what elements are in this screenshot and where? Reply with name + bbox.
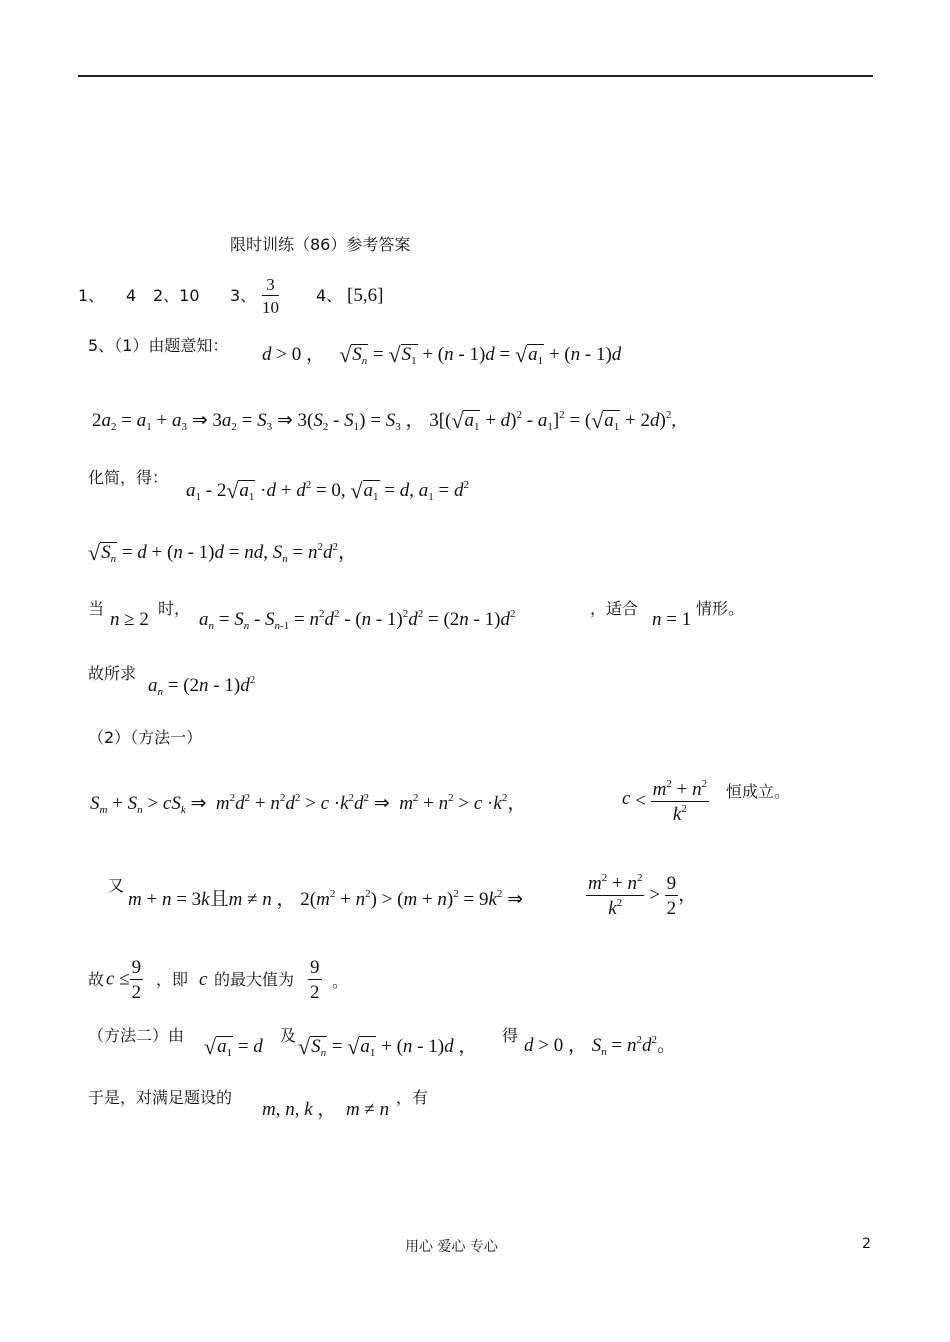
text-get: 得 [502,1026,519,1045]
formula-c-bound: c < $\frac{m^2 + n^2}{k^2}$ [622,778,708,825]
text-always: 恒成立。 [726,782,791,801]
method2-intro: （方法二）由 [88,1026,185,1045]
text-simplify: 化简，得： [88,468,169,487]
text-time: 时， [158,599,191,618]
text-so-c: 故 [88,970,105,989]
condition-n-eq-1: n = 1 [652,609,692,630]
text-and: 及 [280,1026,297,1045]
text-period: 。 [332,972,349,991]
formula-line-1: d > 0 ， $√S_n = √S_1 + (n - 1)d = √a_1 + (n - 1)d$ [262,342,622,367]
formula-line-7: m + n = 3k且m ≠ n ， $2(m^2 + n^2) > (m + n)^2 = 9k^2$ ⇒ [128,888,524,910]
q3-label: 3、 [230,286,257,305]
formula-ratio-bound: $\frac{m^2 + n^2}{k^2}$ > $\frac{9}{2}$ ， [588,872,698,919]
q1-answer: 4 [126,286,137,305]
formula-line-2: $2a_2 = a_1 + a_3$ ⇒ $3a_2 = S_3$ ⇒ $3(S_2 - S_1) = S_3$ ， $3[(√a_1 + d)^2 - a_1]^2 = (√a_1 + 2d)^2$, [92,408,677,433]
q4-label: 4、 [316,286,343,305]
text-also: 又 [108,876,125,895]
text-case: 情形。 [696,599,745,618]
formula-an-result: $a_n = (2n - 1)d^2$ [148,674,256,698]
formula-line-4: $√S_n = d + (n - 1)d$ = nd, $S_n = n^2d^2$， [88,540,357,565]
text-thus: 于是，对满足题设的 [88,1088,233,1107]
q3-answer: $\frac{3}{10}$ [262,275,279,317]
formula-line-5: $a_n = S_n - S_{n-1} = n^2d^2 - (n - 1)^2d^2 = (2n - 1)d^2$ [199,608,516,632]
formula-line-6: $S_m + S_n > cS_k$ ⇒ $m^2d^2 + n^2d^2 > c \cdot k^2d^2$ ⇒ $m^2 + n^2 > c \cdot k^2$， [90,792,527,816]
text-when: 当 [88,599,105,618]
formula-sqrt-sn: $√S_n = √a_1 + (n - 1)d$ ， [298,1034,478,1059]
page-number: 2 [862,1236,871,1252]
text-ie: ，即 [156,970,189,989]
text-have: ，有 [396,1088,429,1107]
text-fits: ，适合 [590,599,639,618]
q1-label: 1、 [78,286,105,305]
formula-sqrt-a1-d: $√a_1 = d$ [204,1034,263,1059]
formula-m-n-k: m, n, k ， m ≠ n [262,1099,390,1120]
condition-n-ge-2: n ≥ 2 [110,609,149,630]
text-max: 的最大值为 [214,970,295,989]
part2-method1: （2）（方法一） [88,728,203,747]
max-value: $\frac{9}{2}$ [310,957,320,1003]
formula-line-3: $a_1 - 2√a_1 \cdot d + d^2 = 0$, $√a_1 = d$, $a_1 = d^2$ [186,478,469,503]
header-rule [78,75,873,77]
page-title: 限时训练（86）参考答案 [230,235,411,254]
formula-c-le: c ≤ $\frac{9}{2}$ [106,957,142,1003]
footer-text: 用心 爱心 专心 [405,1239,498,1255]
var-c: c [199,969,208,990]
q4-answer: [5,6] [347,285,384,306]
formula-method2-result: d > 0 ， $S_n = n^2d^2$。 [524,1034,676,1058]
q5-intro: 5、（1）由题意知： [88,336,229,355]
text-so: 故所求 [88,664,137,683]
q2-answer: 2、10 [153,286,200,305]
